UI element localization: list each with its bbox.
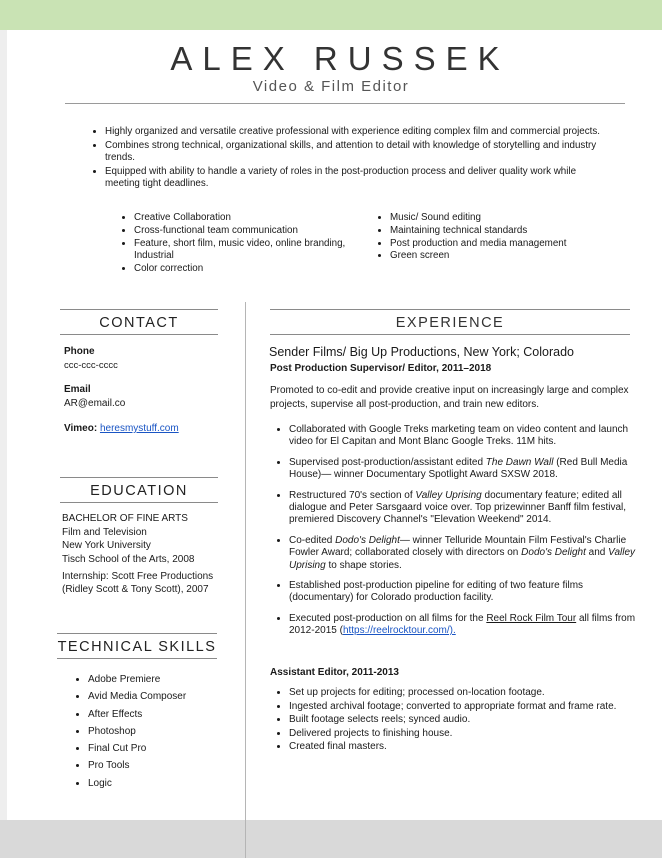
skill-item: • Feature, short film, music video, online branding, Industrial xyxy=(134,238,379,264)
education-detail: Tisch School of the Arts, 2008 xyxy=(62,553,195,565)
reelrock-url-link[interactable]: https://reelrocktour.com/). xyxy=(342,625,456,637)
technical-skill-item: • Final Cut Pro xyxy=(88,740,186,757)
technical-skill-item: • Photoshop xyxy=(88,723,186,740)
technical-skill-item: • Pro Tools xyxy=(88,757,186,774)
assistant-item: • Delivered projects to finishing house. xyxy=(289,727,639,741)
email-label: Email xyxy=(64,384,91,395)
left-page-edge xyxy=(0,30,7,858)
experience-bullets xyxy=(270,424,644,646)
technical-skill-item: • Adobe Premiere xyxy=(88,671,186,688)
education-heading: EDUCATION xyxy=(60,477,218,503)
experience-item: • Collaborated with Google Treks marketing team on video content and launch video for El Capitan and Mont Blanc Google Treks. 11M hits. xyxy=(289,424,644,449)
skill-item: • Music/ Sound editing xyxy=(390,212,630,225)
education-field: Film and Television xyxy=(62,526,147,538)
assistant-item: • Set up projects for editing; processed on-location footage. xyxy=(289,686,639,700)
technical-skills-list xyxy=(71,671,186,792)
education-school: New York University xyxy=(62,540,151,552)
education-degree: BACHELOR OF FINE ARTS xyxy=(62,513,188,524)
education-block xyxy=(62,512,242,566)
top-accent-band xyxy=(0,0,662,30)
technical-skill-item: • Logic xyxy=(88,775,186,792)
experience-heading: EXPERIENCE xyxy=(270,309,630,335)
vimeo-label: Vimeo: xyxy=(64,423,98,434)
header-divider xyxy=(65,103,625,104)
experience-item: • Co-edited Dodo's Delight— winner Telluride Mountain Film Festival's Charlie Fowler Award; collaborated closely with directors on Dodo's Delight and Valley Uprising to shape stories. xyxy=(289,535,644,572)
skills-list-right xyxy=(374,212,630,263)
summary-item: • Equipped with ability to handle a variety of roles in the post-production process and deliver quality work while meeting tight deadlines. xyxy=(105,166,605,191)
assistant-item: • Ingested archival footage; converted to appropriate format and frame rate. xyxy=(289,700,639,714)
summary-item: • Combines strong technical, organizational skills, and attention to detail with knowledge of storytelling and industry trends. xyxy=(105,140,605,165)
skill-item: • Cross-functional team communication xyxy=(134,225,379,238)
bottom-page-edge xyxy=(0,820,662,858)
assistant-item: • Created final masters. xyxy=(289,740,639,754)
skill-item: • Creative Collaboration xyxy=(134,212,379,225)
assistant-item: • Built footage selects reels; synced audio. xyxy=(289,713,639,727)
assistant-bullets xyxy=(270,686,639,754)
skill-item: • Post production and media management xyxy=(390,238,630,251)
education-internship: Internship: Scott Free Productions (Ridley Scott & Tony Scott), 2007 xyxy=(62,571,214,595)
technical-skill-item: • Avid Media Composer xyxy=(88,688,186,705)
experience-item: • Established post-production pipeline for editing of two feature films (documentary) for Colorado production facility. xyxy=(289,580,644,605)
phone-label: Phone xyxy=(64,346,95,357)
reel-rock-link[interactable]: Reel Rock Film Tour xyxy=(486,612,577,624)
job-title-assistant: Assistant Editor, 2011-2013 xyxy=(270,667,399,678)
vimeo-link[interactable]: heresmystuff.com xyxy=(99,423,179,434)
email-value: AR@email.co xyxy=(64,398,126,409)
summary-list xyxy=(88,126,605,192)
role-intro: Promoted to co-edit and provide creative input on increasingly large and complex projects, supervise all post-production, and train new editors. xyxy=(270,385,629,410)
summary-item: • Highly organized and versatile creative professional with experience editing complex film and commercial projects. xyxy=(105,126,605,139)
skill-item: • Green screen xyxy=(390,250,630,263)
job-title-supervisor: Post Production Supervisor/ Editor, 2011–2018 xyxy=(270,363,492,374)
vimeo-line xyxy=(64,423,179,434)
phone-value: ccc-ccc-cccc xyxy=(64,360,118,371)
resume-subtitle: Video & Film Editor xyxy=(252,78,410,95)
skills-list-left xyxy=(118,212,379,276)
resume-name: ALEX RUSSEK xyxy=(170,40,510,77)
skill-item: • Color correction xyxy=(134,263,379,276)
contact-heading: CONTACT xyxy=(60,309,218,335)
experience-item: • Supervised post-production/assistant edited The Dawn Wall (Red Bull Media House)— winner Documentary Spotlight Award SXSW 2018. xyxy=(289,457,644,482)
experience-item: • Executed post-production on all films for the Reel Rock Film Tour all films from 2012-2015 (https://reelrocktour.com/). xyxy=(289,613,644,638)
technical-skills-heading: TECHNICAL SKILLS xyxy=(57,633,217,659)
experience-item: • Restructured 70's section of Valley Uprising documentary feature; edited all dialogue and Peter Sarsgaard voice over. Top prizewinner Banff film festival, premiered Discovery Channel's "Elevation Weekend" 2014. xyxy=(289,490,644,527)
skill-item: • Maintaining technical standards xyxy=(390,225,630,238)
column-divider xyxy=(245,302,246,858)
company-name: Sender Films/ Big Up Productions, New York; Colorado xyxy=(269,345,575,359)
technical-skill-item: • After Effects xyxy=(88,706,186,723)
